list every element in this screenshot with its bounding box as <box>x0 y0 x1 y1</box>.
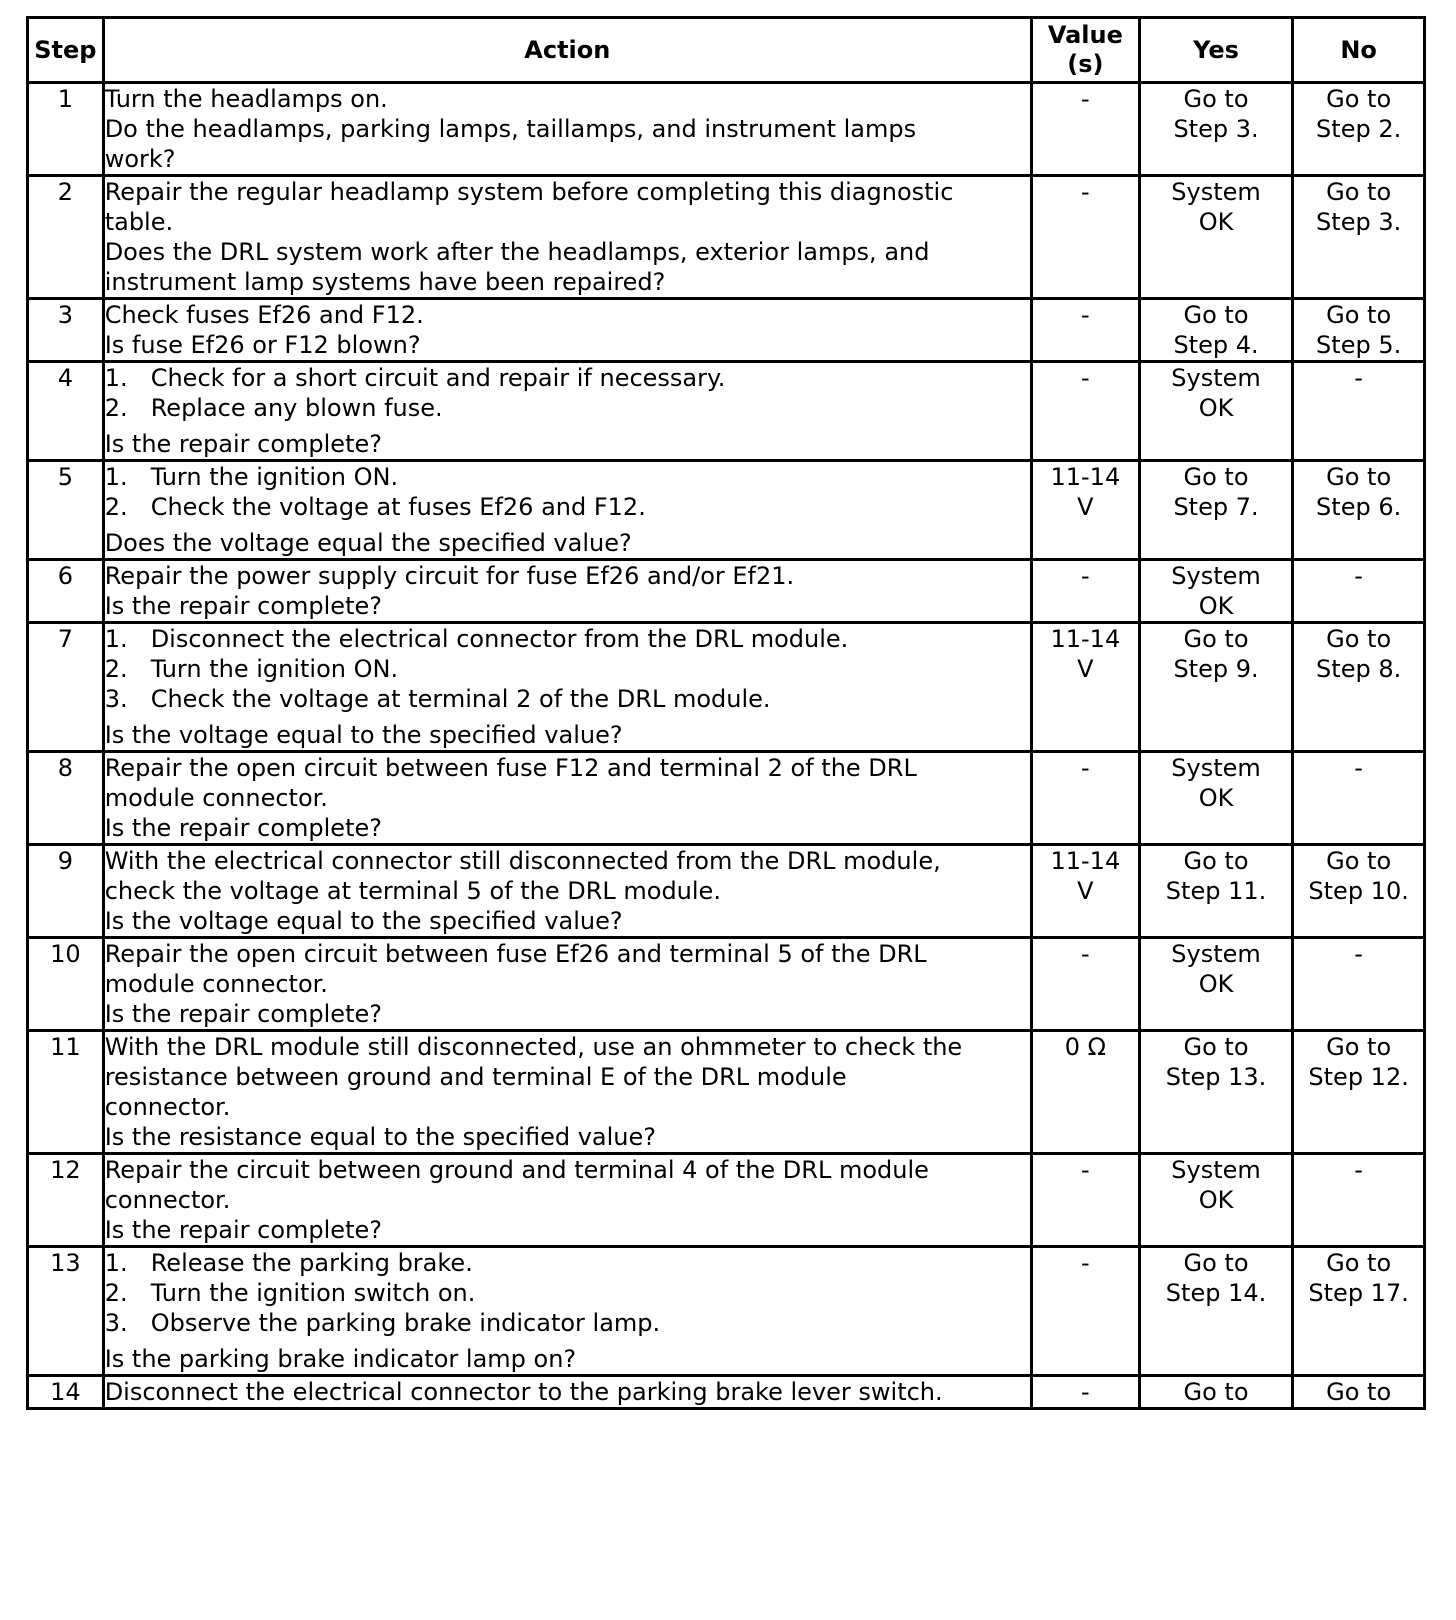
step-cell: 1 <box>28 83 104 176</box>
value-cell-line: - <box>1081 940 1090 968</box>
action-line: table. <box>104 208 174 236</box>
header-no: No <box>1293 18 1425 83</box>
no-cell <box>1293 752 1425 845</box>
value-cell <box>1031 362 1139 461</box>
substep-number: 1. <box>104 463 128 491</box>
substep-number: 3. <box>104 685 128 713</box>
action-line: Is the voltage equal to the specified value? <box>104 907 623 935</box>
no-cell <box>1293 1247 1425 1376</box>
yes-cell-line: Step 14. <box>1165 1279 1267 1307</box>
substep-text: Disconnect the electrical connector from the DRL module. <box>150 625 849 653</box>
substep-text: Replace any blown fuse. <box>150 394 443 422</box>
action-line: instrument lamp systems have been repaired? <box>104 268 666 296</box>
action-line: connector. <box>104 1186 231 1214</box>
yes-cell-line: System <box>1171 178 1261 206</box>
action-line: With the DRL module still disconnected, use an ohmmeter to check the <box>104 1033 963 1061</box>
action-question: Does the voltage equal the specified value? <box>104 529 632 557</box>
action-line: Is the repair complete? <box>104 592 382 620</box>
value-cell <box>1031 299 1139 362</box>
yes-cell <box>1139 938 1292 1031</box>
no-cell-line: Step 6. <box>1316 493 1402 521</box>
step-cell: 9 <box>28 845 104 938</box>
yes-cell-line: Go to <box>1183 1033 1249 1061</box>
header-value-label: Value (s) <box>1047 21 1123 78</box>
value-cell-line: 11-14 <box>1050 625 1121 653</box>
value-cell-line: V <box>1077 655 1094 683</box>
yes-cell-line: System <box>1171 364 1261 392</box>
substep-text: Check for a short circuit and repair if necessary. <box>150 364 726 392</box>
step-cell: 13 <box>28 1247 104 1376</box>
action-line: module connector. <box>104 970 328 998</box>
table-row <box>28 362 1425 461</box>
no-cell <box>1293 299 1425 362</box>
value-cell-line: - <box>1081 1156 1090 1184</box>
action-substep <box>105 462 1030 492</box>
table-row <box>28 176 1425 299</box>
action-cell <box>103 560 1031 623</box>
substep-number: 1. <box>104 625 128 653</box>
table-row <box>28 1154 1425 1247</box>
value-cell-line: 11-14 <box>1050 463 1121 491</box>
yes-cell-line: Go to <box>1183 1249 1249 1277</box>
yes-cell <box>1139 299 1292 362</box>
yes-cell-line: Step 13. <box>1165 1063 1267 1091</box>
step-cell: 5 <box>28 461 104 560</box>
no-cell-line: Step 10. <box>1308 877 1409 905</box>
value-cell <box>1031 176 1139 299</box>
step-cell: 7 <box>28 623 104 752</box>
no-cell-line: Go to <box>1326 625 1392 653</box>
step-cell: 11 <box>28 1031 104 1154</box>
value-cell <box>1031 845 1139 938</box>
action-substep <box>105 624 1030 654</box>
value-cell <box>1031 623 1139 752</box>
action-line: Repair the open circuit between fuse F12 and terminal 2 of the DRL <box>104 754 917 782</box>
action-line: Is fuse Ef26 or F12 blown? <box>104 331 421 359</box>
yes-cell-line: Step 3. <box>1173 115 1259 143</box>
action-line: Is the repair complete? <box>104 814 382 842</box>
value-cell-line: - <box>1081 1378 1090 1406</box>
yes-cell <box>1139 1247 1292 1376</box>
action-line: resistance between ground and terminal E of the DRL module <box>104 1063 847 1091</box>
action-cell <box>103 1154 1031 1247</box>
step-cell: 8 <box>28 752 104 845</box>
no-cell-line: Go to <box>1326 847 1392 875</box>
value-cell-line: V <box>1077 493 1094 521</box>
action-cell <box>103 362 1031 461</box>
step-cell: 4 <box>28 362 104 461</box>
substep-text: Turn the ignition ON. <box>150 463 399 491</box>
no-cell-line: Go to <box>1326 1033 1392 1061</box>
yes-cell <box>1139 362 1292 461</box>
action-cell <box>103 623 1031 752</box>
no-cell <box>1293 1031 1425 1154</box>
no-cell-line: Go to <box>1326 463 1392 491</box>
header-row <box>28 18 1425 83</box>
table-row <box>28 752 1425 845</box>
no-cell-line: Step 12. <box>1308 1063 1409 1091</box>
substep-number: 2. <box>104 655 128 683</box>
yes-cell-line: Step 11. <box>1165 877 1267 905</box>
action-line: Repair the regular headlamp system before completing this diagnostic <box>104 178 954 206</box>
action-cell <box>103 299 1031 362</box>
action-line: Is the resistance equal to the specified value? <box>104 1123 656 1151</box>
substep-number: 3. <box>104 1309 128 1337</box>
action-question: Is the parking brake indicator lamp on? <box>104 1345 577 1373</box>
yes-cell <box>1139 1154 1292 1247</box>
no-cell <box>1293 176 1425 299</box>
step-cell: 3 <box>28 299 104 362</box>
substep-number: 2. <box>104 493 128 521</box>
no-cell <box>1293 362 1425 461</box>
table-row <box>28 299 1425 362</box>
header-value <box>1031 18 1139 83</box>
yes-cell <box>1139 560 1292 623</box>
value-cell-line: 0 Ω <box>1064 1033 1106 1061</box>
substep-number: 2. <box>104 1279 128 1307</box>
yes-cell <box>1139 1376 1292 1409</box>
action-substep <box>105 1278 1030 1308</box>
action-cell <box>103 938 1031 1031</box>
yes-cell-line: OK <box>1198 784 1234 812</box>
table-row <box>28 461 1425 560</box>
value-cell <box>1031 752 1139 845</box>
no-cell-line: Step 3. <box>1316 208 1402 236</box>
yes-cell-line: System <box>1171 1156 1261 1184</box>
value-cell-line: - <box>1081 562 1090 590</box>
value-cell <box>1031 1247 1139 1376</box>
action-cell <box>103 752 1031 845</box>
no-cell-line: Go to <box>1326 85 1392 113</box>
action-line: With the electrical connector still disconnected from the DRL module, <box>104 847 941 875</box>
action-line: Repair the power supply circuit for fuse Ef26 and/or Ef21. <box>104 562 795 590</box>
value-cell <box>1031 1376 1139 1409</box>
action-cell <box>103 83 1031 176</box>
no-cell-line: Step 8. <box>1316 655 1402 683</box>
yes-cell-line: Step 4. <box>1173 331 1259 359</box>
action-line: module connector. <box>104 784 328 812</box>
yes-cell <box>1139 83 1292 176</box>
yes-cell-line: Go to <box>1183 847 1249 875</box>
table-row <box>28 1031 1425 1154</box>
step-cell: 12 <box>28 1154 104 1247</box>
no-cell <box>1293 461 1425 560</box>
step-cell: 6 <box>28 560 104 623</box>
no-cell <box>1293 938 1425 1031</box>
action-substep <box>105 1248 1030 1278</box>
action-line: Is the repair complete? <box>104 1000 382 1028</box>
yes-cell <box>1139 845 1292 938</box>
value-cell <box>1031 461 1139 560</box>
no-cell <box>1293 845 1425 938</box>
table-row <box>28 1247 1425 1376</box>
table-row <box>28 623 1425 752</box>
step-cell: 2 <box>28 176 104 299</box>
yes-cell-line: Step 7. <box>1173 493 1259 521</box>
table-row <box>28 560 1425 623</box>
yes-cell-line: Go to <box>1183 301 1249 329</box>
yes-cell-line: Go to <box>1183 625 1249 653</box>
no-cell <box>1293 83 1425 176</box>
header-action: Action <box>103 18 1031 83</box>
table-row <box>28 845 1425 938</box>
no-cell-line: - <box>1354 364 1363 392</box>
no-cell-line: Go to <box>1326 1378 1392 1406</box>
action-substep <box>105 363 1030 393</box>
no-cell <box>1293 1154 1425 1247</box>
yes-cell-line: OK <box>1198 1186 1234 1214</box>
header-yes: Yes <box>1139 18 1292 83</box>
no-cell-line: Step 17. <box>1308 1279 1409 1307</box>
action-line: Repair the circuit between ground and terminal 4 of the DRL module <box>104 1156 929 1184</box>
action-line: Disconnect the electrical connector to the parking brake lever switch. <box>104 1378 943 1406</box>
action-substep <box>105 393 1030 423</box>
action-line: Does the DRL system work after the headlamps, exterior lamps, and <box>104 238 930 266</box>
no-cell <box>1293 560 1425 623</box>
no-cell <box>1293 623 1425 752</box>
yes-cell-line: System <box>1171 940 1261 968</box>
diagnostic-table <box>26 16 1426 1410</box>
yes-cell-line: OK <box>1198 208 1234 236</box>
substep-text: Turn the ignition ON. <box>150 655 399 683</box>
yes-cell <box>1139 752 1292 845</box>
no-cell-line: - <box>1354 754 1363 782</box>
action-question: Is the repair complete? <box>104 430 382 458</box>
table-row <box>28 83 1425 176</box>
substep-number: 1. <box>104 364 128 392</box>
yes-cell-line: Go to <box>1183 85 1249 113</box>
value-cell <box>1031 83 1139 176</box>
action-line: Check fuses Ef26 and F12. <box>104 301 424 329</box>
substep-text: Observe the parking brake indicator lamp. <box>150 1309 661 1337</box>
value-cell-line: - <box>1081 85 1090 113</box>
table-row <box>28 938 1425 1031</box>
action-cell <box>103 845 1031 938</box>
no-cell-line: - <box>1354 1156 1363 1184</box>
substep-text: Release the parking brake. <box>150 1249 473 1277</box>
value-cell-line: V <box>1077 877 1094 905</box>
value-cell <box>1031 1031 1139 1154</box>
no-cell <box>1293 1376 1425 1409</box>
no-cell-line: Step 2. <box>1316 115 1402 143</box>
step-cell: 10 <box>28 938 104 1031</box>
substep-text: Check the voltage at fuses Ef26 and F12. <box>150 493 646 521</box>
action-substep <box>105 492 1030 522</box>
value-cell <box>1031 1154 1139 1247</box>
value-cell-line: - <box>1081 754 1090 782</box>
yes-cell-line: Step 9. <box>1173 655 1259 683</box>
action-line: connector. <box>104 1093 231 1121</box>
value-cell <box>1031 560 1139 623</box>
yes-cell-line: OK <box>1198 970 1234 998</box>
yes-cell <box>1139 461 1292 560</box>
value-cell-line: - <box>1081 178 1090 206</box>
yes-cell <box>1139 1031 1292 1154</box>
action-line: Repair the open circuit between fuse Ef26 and terminal 5 of the DRL <box>104 940 927 968</box>
value-cell-line: 11-14 <box>1050 847 1121 875</box>
action-line: Do the headlamps, parking lamps, taillamps, and instrument lamps <box>104 115 917 143</box>
action-cell <box>103 1031 1031 1154</box>
action-substep <box>105 684 1030 714</box>
yes-cell-line: Go to <box>1183 463 1249 491</box>
value-cell <box>1031 938 1139 1031</box>
substep-text: Check the voltage at terminal 2 of the DRL module. <box>150 685 771 713</box>
action-line: Turn the headlamps on. <box>104 85 388 113</box>
yes-cell-line: System <box>1171 754 1261 782</box>
no-cell-line: - <box>1354 940 1363 968</box>
no-cell-line: Go to <box>1326 1249 1392 1277</box>
action-cell <box>103 1247 1031 1376</box>
step-cell: 14 <box>28 1376 104 1409</box>
action-substep <box>105 1308 1030 1338</box>
action-line: work? <box>104 145 176 173</box>
value-cell-line: - <box>1081 301 1090 329</box>
yes-cell-line: OK <box>1198 394 1234 422</box>
substep-text: Turn the ignition switch on. <box>150 1279 476 1307</box>
no-cell-line: - <box>1354 562 1363 590</box>
yes-cell <box>1139 623 1292 752</box>
action-question: Is the voltage equal to the specified value? <box>104 721 623 749</box>
value-cell-line: - <box>1081 364 1090 392</box>
no-cell-line: Step 5. <box>1316 331 1402 359</box>
value-cell-line: - <box>1081 1249 1090 1277</box>
action-substep <box>105 654 1030 684</box>
yes-cell-line: Go to <box>1183 1378 1249 1406</box>
yes-cell-line: OK <box>1198 592 1234 620</box>
action-cell <box>103 461 1031 560</box>
no-cell-line: Go to <box>1326 301 1392 329</box>
action-line: Is the repair complete? <box>104 1216 382 1244</box>
action-cell <box>103 176 1031 299</box>
action-cell <box>103 1376 1031 1409</box>
table-row <box>28 1376 1425 1409</box>
header-step: Step <box>28 18 104 83</box>
yes-cell <box>1139 176 1292 299</box>
yes-cell-line: System <box>1171 562 1261 590</box>
substep-number: 2. <box>104 394 128 422</box>
substep-number: 1. <box>104 1249 128 1277</box>
no-cell-line: Go to <box>1326 178 1392 206</box>
action-line: check the voltage at terminal 5 of the DRL module. <box>104 877 721 905</box>
